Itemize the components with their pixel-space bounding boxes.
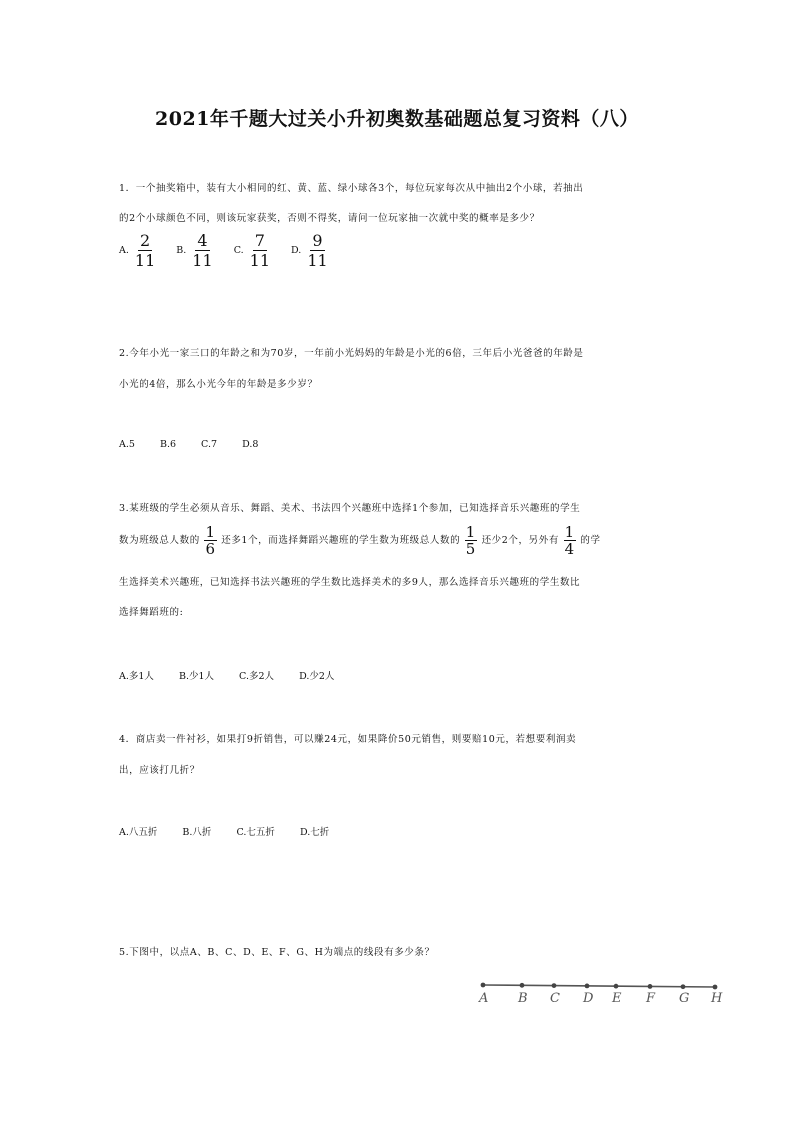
q5-point-f — [648, 984, 653, 989]
q3-option-c: C.多2人 — [239, 671, 275, 682]
page-title: 2021年千题大过关小升初奥数基础题总复习资料（八） — [155, 108, 639, 130]
q2-text-line1: 2.今年小光一家三口的年龄之和为70岁，一年前小光妈妈的年龄是小光的6倍，三年后小光爸爸的年龄是 — [119, 348, 584, 359]
q3-option-a: A.多1人 — [119, 671, 154, 682]
q4-text-line1: 4．商店卖一件衬衫，如果打9折销售，可以赚24元，如果降价50元销售，则要赔10元，若想要利润卖 — [119, 734, 577, 745]
q2-options — [119, 439, 280, 450]
q1-option-a: A. $\frac{2}{11}$ — [119, 231, 156, 270]
q2-option-c: C.7 — [201, 439, 218, 450]
q5-point-h — [713, 985, 718, 990]
q4-option-b: B.八折 — [182, 827, 212, 838]
q5-line — [483, 985, 715, 987]
q5-text-line1: 5.下图中，以点A、B、C、D、E、F、G、H为端点的线段有多少条？ — [119, 947, 435, 958]
q5-point-label-g: G — [679, 991, 690, 1006]
q5-point-d — [585, 983, 590, 988]
q3-text-line1: 3.某班级的学生必须从音乐、舞蹈、美术、书法四个兴趣班中选择1个参加，已知选择音乐兴趣班的学生 — [119, 503, 581, 514]
q4-option-c: C.七五折 — [236, 827, 275, 838]
q5-point-label-b: B — [518, 991, 528, 1006]
q2-option-a: A.5 — [119, 439, 135, 450]
q4-option-d: D.七折 — [299, 827, 330, 838]
q1-text-line1: 1．一个抽奖箱中，装有大小相同的红、黄、蓝、绿小球各3个，每位玩家每次从中抽出2个小球，若抽出 — [119, 183, 584, 194]
q3-text-line3: 生选择美术兴趣班，已知选择书法兴趣班的学生数比选择美术的多9人，那么选择音乐兴趣班的学生数比 — [119, 577, 581, 588]
q5-point-e — [614, 984, 619, 989]
q3-text-line4: 选择舞蹈班的: — [119, 607, 184, 618]
q1-option-d: D. $\frac{9}{11}$ — [291, 231, 328, 270]
q5-point-g — [681, 984, 686, 989]
q1-option-c: C. $\frac{7}{11}$ — [233, 231, 270, 270]
q3-fraction-one-fifth: $\frac{1}{5}$ — [465, 523, 476, 558]
q5-point-label-h: H — [711, 991, 723, 1006]
q5-line-segment-diagram — [470, 975, 730, 1015]
q4-option-a: A.八五折 — [119, 827, 158, 838]
q3-text-line2: 数为班级总人数的 $\frac{1}{6}$ 还多1个，而选择舞蹈兴趣班的学生数为班级总人数的 $\frac{1}{5}$ 还少2个，另外有 $\frac{1}{4}$ 的学 — [119, 523, 601, 558]
q5-point-label-c: C — [550, 991, 560, 1006]
q5-point-c — [552, 983, 557, 988]
q5-point-a — [481, 983, 486, 988]
q3-fraction-one-quarter: $\frac{1}{4}$ — [564, 523, 575, 558]
q2-option-b: B.6 — [159, 439, 177, 450]
q3-options — [119, 668, 356, 682]
q1-text-line2: 的2个小球颜色不同，则该玩家获奖，否则不得奖，请问一位玩家抽一次就中奖的概率是多少？ — [119, 213, 540, 224]
q5-point-label-a: A — [479, 991, 489, 1006]
q2-text-line2: 小光的4倍，那么小光今年的年龄是多少岁？ — [119, 379, 318, 390]
q1-options — [119, 232, 346, 269]
q5-point-b — [520, 983, 525, 988]
q3-fraction-one-sixth: $\frac{1}{6}$ — [205, 523, 216, 558]
q5-point-label-e: E — [612, 991, 622, 1006]
q4-text-line2: 出，应该打几折？ — [119, 765, 200, 776]
q3-option-b: B.少1人 — [178, 671, 215, 682]
q5-point-label-d: D — [583, 991, 594, 1006]
q2-option-d: D.8 — [242, 439, 259, 450]
q4-options — [119, 824, 351, 838]
q1-option-b: B. $\frac{4}{11}$ — [176, 231, 213, 270]
q3-option-d: D.少2人 — [299, 671, 335, 682]
q5-point-label-f: F — [646, 991, 656, 1006]
